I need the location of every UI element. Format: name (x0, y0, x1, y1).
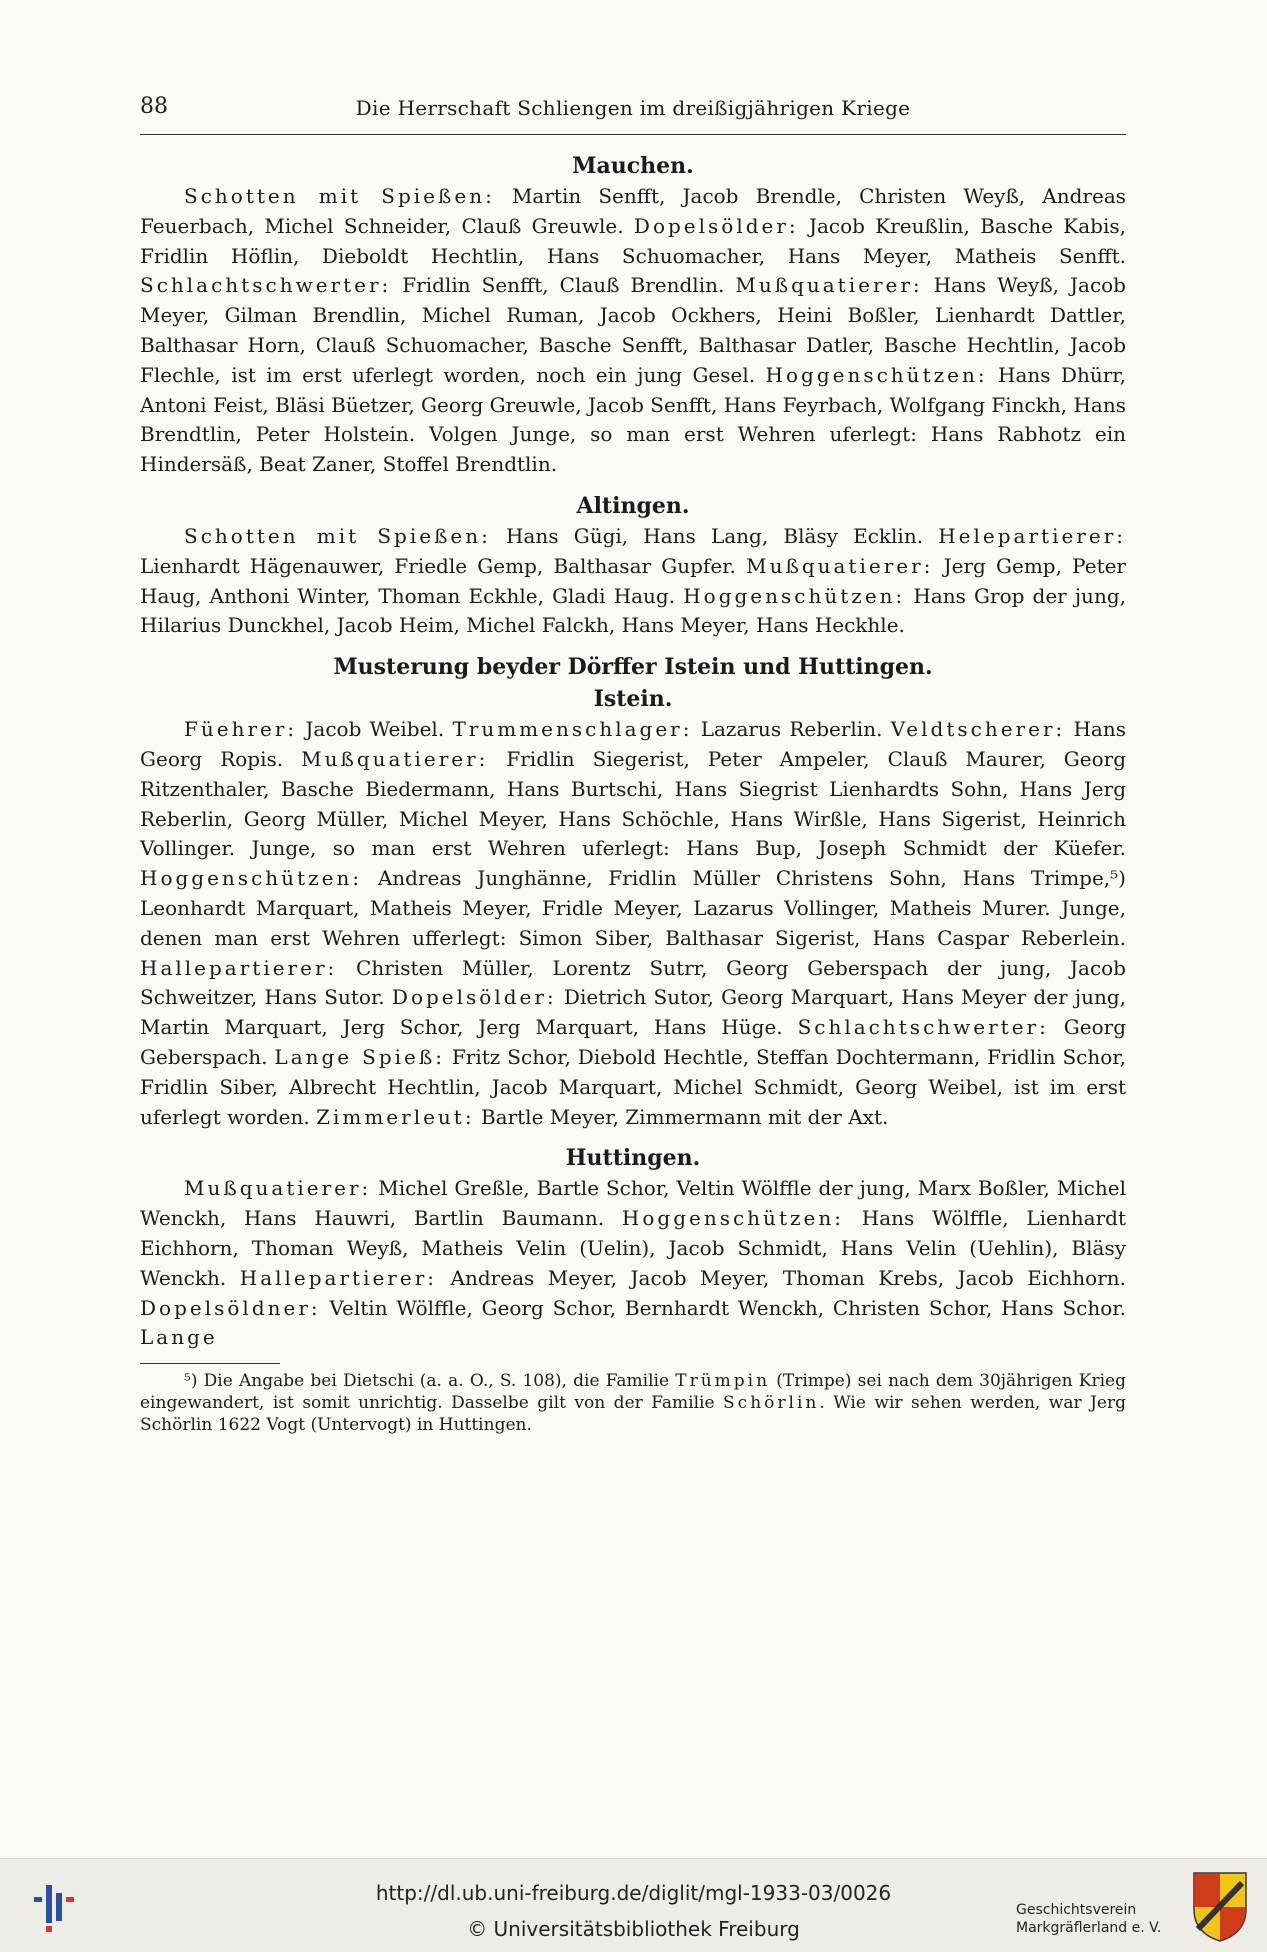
text-run: Hans Grop der jung, Hilarius Dunckhel, Jacob Heim, Michel Falckh, Hans Meyer, Hans Heckhle. (140, 583, 1126, 638)
text-run: Jerg Gemp, Peter Haug, Anthoni Winter, Thoman Eckhle, Gladi Haug. (140, 553, 1126, 608)
text-run: (Trimpe) sei nach dem 30jährigen Krieg eingewandert, ist somit unrichtig. Dasselbe gilt von der Familie (140, 1371, 1126, 1414)
page-number: 88 (140, 94, 168, 119)
section-paragraph (140, 715, 1126, 1132)
footnote-rule (140, 1363, 280, 1364)
copyright-text: © Universitätsbibliothek Freiburg (467, 1917, 800, 1941)
role-label: Mußquatierer: (735, 273, 923, 298)
footnote (140, 1370, 1126, 1436)
running-title: Die Herrschaft Schliengen im dreißigjährigen Kriege (355, 96, 911, 120)
page-header (140, 94, 1126, 134)
role-label: Hallepartierer: (239, 1265, 437, 1290)
text-run: Hans Wölffle, Lienhardt Eichhorn, Thoman Weyß, Matheis Velin (Uelin), Jacob Schmidt, Hans Velin (Uehlin), Bläsy Wenckh. (140, 1206, 1126, 1290)
text-run: Andreas Meyer, Jacob Meyer, Thoman Krebs, Jacob Eichhorn. (437, 1265, 1126, 1290)
section-title: Huttingen. (565, 1145, 701, 1172)
society-line-1: Geschichtsverein (1016, 1902, 1137, 1918)
text-run: Jacob Kreußlin, Basche Kabis, Fridlin Höflin, Dieboldt Hechtlin, Hans Schuomacher, Hans Meyer, Matheis Senfft. (140, 213, 1126, 268)
society-line-2: Markgräflerland e. V. (1016, 1920, 1162, 1936)
role-label: Hoggenschützen: (621, 1206, 844, 1231)
text-run: Christen Müller, Lorentz Sutrr, Georg Geberspach der jung, Jacob Schweitzer, Hans Sutor. (140, 955, 1126, 1010)
role-label: Schörlin (723, 1393, 820, 1414)
section-altingen (140, 490, 1126, 641)
section-paragraph (140, 1174, 1126, 1353)
text-run: Michel Greßle, Bartle Schor, Veltin Wölffle der jung, Marx Boßler, Michel Wenckh, Hans Hauwri, Bartlin Baumann. (140, 1176, 1126, 1231)
society-name (1016, 1901, 1161, 1937)
text-run: . Wie wir sehen werden, war Jerg Schörlin 1622 Vogt (Untervogt) in Huttingen. (140, 1393, 1127, 1436)
role-label: Lange (140, 1325, 218, 1350)
text-run: Fridlin Senfft, Clauß Brendlin. (391, 273, 736, 298)
text-run: Fridlin Siegerist, Peter Ampeler, Clauß Maurer, Georg Ritzenthaler, Basche Biedermann, Hans Burtschi, Hans Siegrist Lienhardts Sohn, Hans Jerg Reberlin, Georg Müller, Michel Meyer, Hans Schöchle, Hans Wirßle, Hans Sigerist, Heinrich Vollinger. Junge, so man erst Wehren uferlegt: Hans Bup, Joseph Schmidt der Küefer. (140, 746, 1127, 861)
text-run: Andreas Junghänne, Fridlin Müller Christens Sohn, Hans Trimpe,⁵) Leonhardt Marquart, Matheis Meyer, Fridle Meyer, Lazarus Vollinger, Matheis Murer. Junge, denen man erst Wehren ufferlegt: Simon Siber, Balthasar Sigerist, Hans Caspar Reberlein. (140, 866, 1126, 950)
section-title: Mauchen. (572, 153, 694, 179)
role-label: Hallepartierer: (140, 955, 338, 980)
text-run: Georg Geberspach. (140, 1015, 1126, 1069)
text-run: Lazarus Reberlin. (692, 717, 891, 742)
role-label: Mußquatierer: (301, 746, 489, 771)
text-run: Bartle Meyer, Zimmermann mit der Axt. (474, 1104, 889, 1129)
section-paragraph (140, 522, 1126, 641)
role-label: Schlachtschwerter: (140, 273, 392, 298)
permalink-url[interactable]: http://dl.ub.uni-freiburg.de/diglit/mgl-1933-03/0026 (375, 1881, 892, 1905)
role-label: Helepartierer: (938, 523, 1126, 548)
section-istein (140, 683, 1126, 1132)
text-run: ⁵) Die Angabe bei Dietschi (a. a. O., S. 108), die Familie (184, 1371, 676, 1392)
coat-of-arms-icon (1190, 1869, 1250, 1944)
section-mauchen (140, 150, 1126, 480)
page-content (140, 150, 1126, 1436)
role-label: Schotten mit Spießen: (184, 523, 491, 548)
section-huttingen (140, 1142, 1126, 1353)
text-run: Hans Georg Ropis. (140, 717, 1126, 771)
text-run: Fritz Schor, Diebold Hechtle, Steffan Dochtermann, Fridlin Schor, Fridlin Siber, Albrecht Hechtlin, Jacob Marquart, Michel Schmidt, Georg Weibel, ist im erst uferlegt worden. (140, 1044, 1126, 1129)
text-run: Veltin Wölffle, Georg Schor, Bernhardt Wenckh, Christen Schor, Hans Schor. (320, 1295, 1126, 1320)
role-label: Hoggenschützen: (765, 362, 988, 387)
role-label: Schotten mit Spießen: (184, 184, 495, 208)
role-label: Trümpin (675, 1371, 771, 1392)
text-run: Hans Weyß, Jacob Meyer, Gilman Brendlin, Michel Ruman, Jacob Ockhers, Heini Boßler, Lienhardt Dattler, Balthasar Horn, Clauß Schuomacher, Basche Senfft, Balthasar Datler, Basche Hechtlin, Jacob Flechle, ist im erst uferlegt worden, noch ein jung Gesel. (140, 273, 1126, 387)
role-label: Zimmerleut: (316, 1104, 475, 1129)
role-label: Dopelsölder: (633, 213, 799, 238)
section-paragraph (140, 182, 1126, 480)
role-label: Veldtscherer: (890, 717, 1066, 742)
role-label: Dopelsöldner: (140, 1295, 321, 1320)
section-title: Istein. (593, 686, 673, 713)
section-title: Altingen. (576, 492, 690, 519)
text-run: Dietrich Sutor, Georg Marquart, Hans Meyer der jung, Martin Marquart, Jerg Schor, Jerg Marquart, Hans Hüge. (140, 985, 1126, 1040)
text-run: Hans Dhürr, Antoni Feist, Bläsi Büetzer, Georg Greuwle, Jacob Senfft, Hans Feyrbach, Wolfgang Finckh, Hans Brendtlin, Peter Holstein. Volgen Junge, so man erst Wehren uferlegt: Hans Rabhotz ein Hindersäß, Beat Zaner, Stoffel Brendtlin. (140, 362, 1126, 477)
role-label: Hoggenschützen: (140, 866, 363, 891)
role-label: Trummenschlager: (452, 717, 693, 742)
role-label: Hoggenschützen: (683, 583, 906, 608)
role-label: Mußquatierer: (184, 1176, 372, 1201)
role-label: Dopelsölder: (391, 985, 557, 1010)
main-heading: Musterung beyder Dörffer Istein und Huttingen. (333, 654, 933, 681)
header-rule (140, 134, 1126, 135)
text-run: Hans Gügi, Hans Lang, Bläsy Ecklin. (490, 523, 939, 548)
text-run: Martin Senfft, Jacob Brendle, Christen Weyß, Andreas Feuerbach, Michel Schneider, Clauß Greuwle. (140, 184, 1127, 238)
role-label: Füehrer: (184, 717, 298, 742)
text-run: Jacob Weibel. (297, 717, 453, 742)
role-label: Mußquatierer: (746, 553, 934, 578)
text-run: Lienhardt Hägenauwer, Friedle Gemp, Balthasar Gupfer. (140, 553, 747, 578)
role-label: Schlachtschwerter: (797, 1015, 1049, 1040)
role-label: Lange Spieß: (274, 1044, 445, 1069)
viewer-footer (0, 1858, 1267, 1952)
